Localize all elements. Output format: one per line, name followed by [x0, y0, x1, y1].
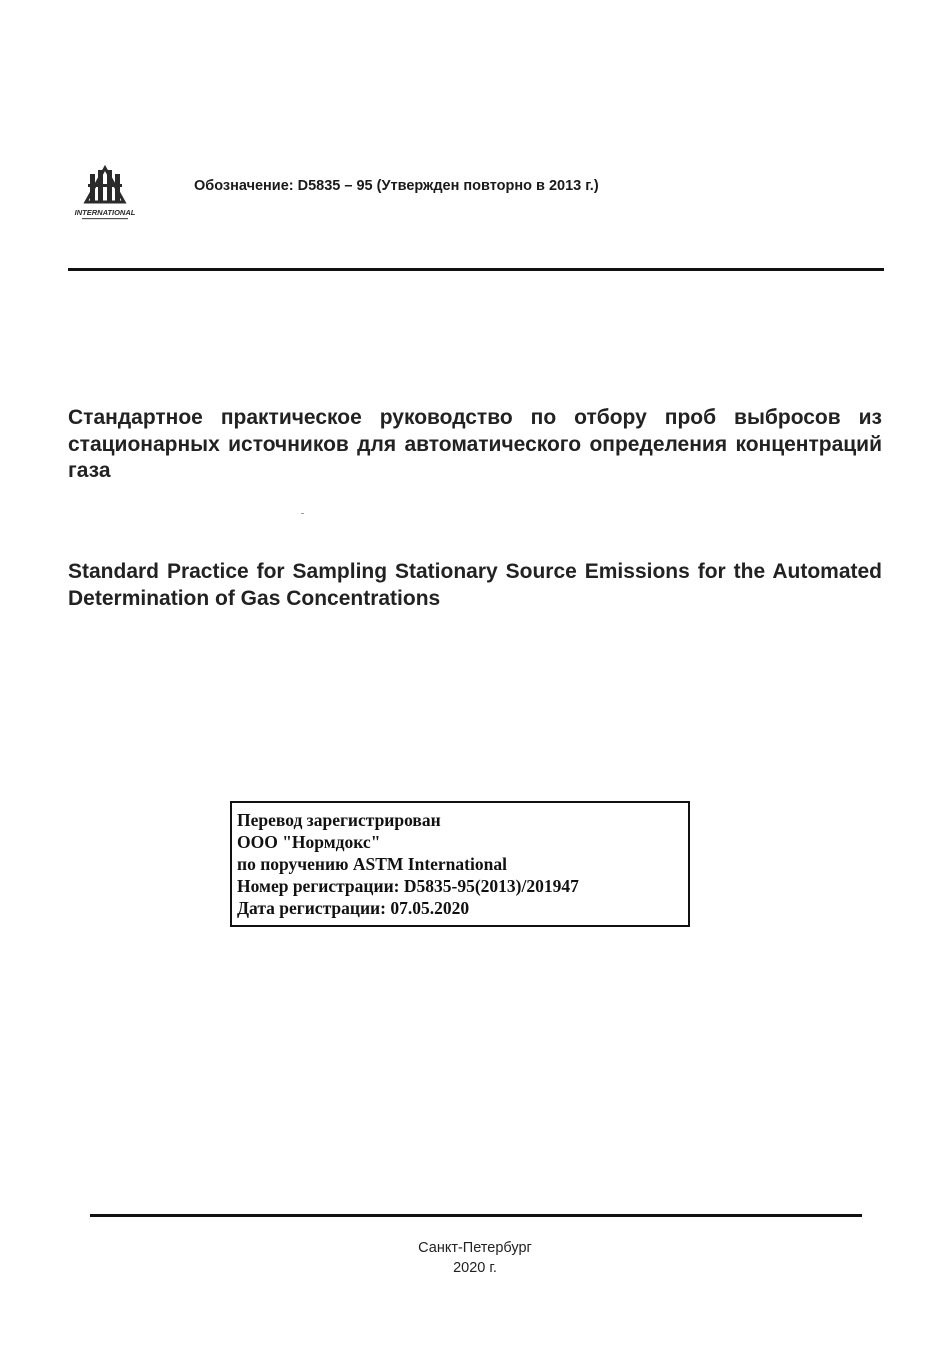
title-english: Standard Practice for Sampling Stationary Source Emissions for the Automated Determination of Gas Concentrations — [68, 560, 882, 610]
svg-text:INTERNATIONAL: INTERNATIONAL — [74, 208, 136, 217]
header-divider — [68, 268, 884, 271]
astm-logo — [74, 164, 136, 222]
footer — [0, 1238, 950, 1278]
registration-stamp-box — [230, 801, 690, 927]
registration-line: Номер регистрации: D5835-95(2013)/201947 — [237, 876, 579, 896]
registration-line: ООО "Нормдокс" — [237, 832, 381, 852]
stray-mark — [301, 513, 304, 514]
footer-divider — [90, 1214, 862, 1217]
footer-year: 2020 г. — [453, 1260, 497, 1276]
document-designation: Обозначение: D5835 – 95 (Утвержден повторно в 2013 г.) — [194, 178, 599, 194]
registration-line: Перевод зарегистрирован — [237, 810, 441, 830]
registration-line: по поручению ASTM International — [237, 854, 507, 874]
registration-line: Дата регистрации: 07.05.2020 — [237, 898, 470, 918]
title-russian: Стандартное практическое руководство по отбору проб выбросов из стационарных источников для автоматического определения концентраций газа — [68, 406, 882, 482]
footer-city: Санкт-Петербург — [418, 1240, 532, 1256]
